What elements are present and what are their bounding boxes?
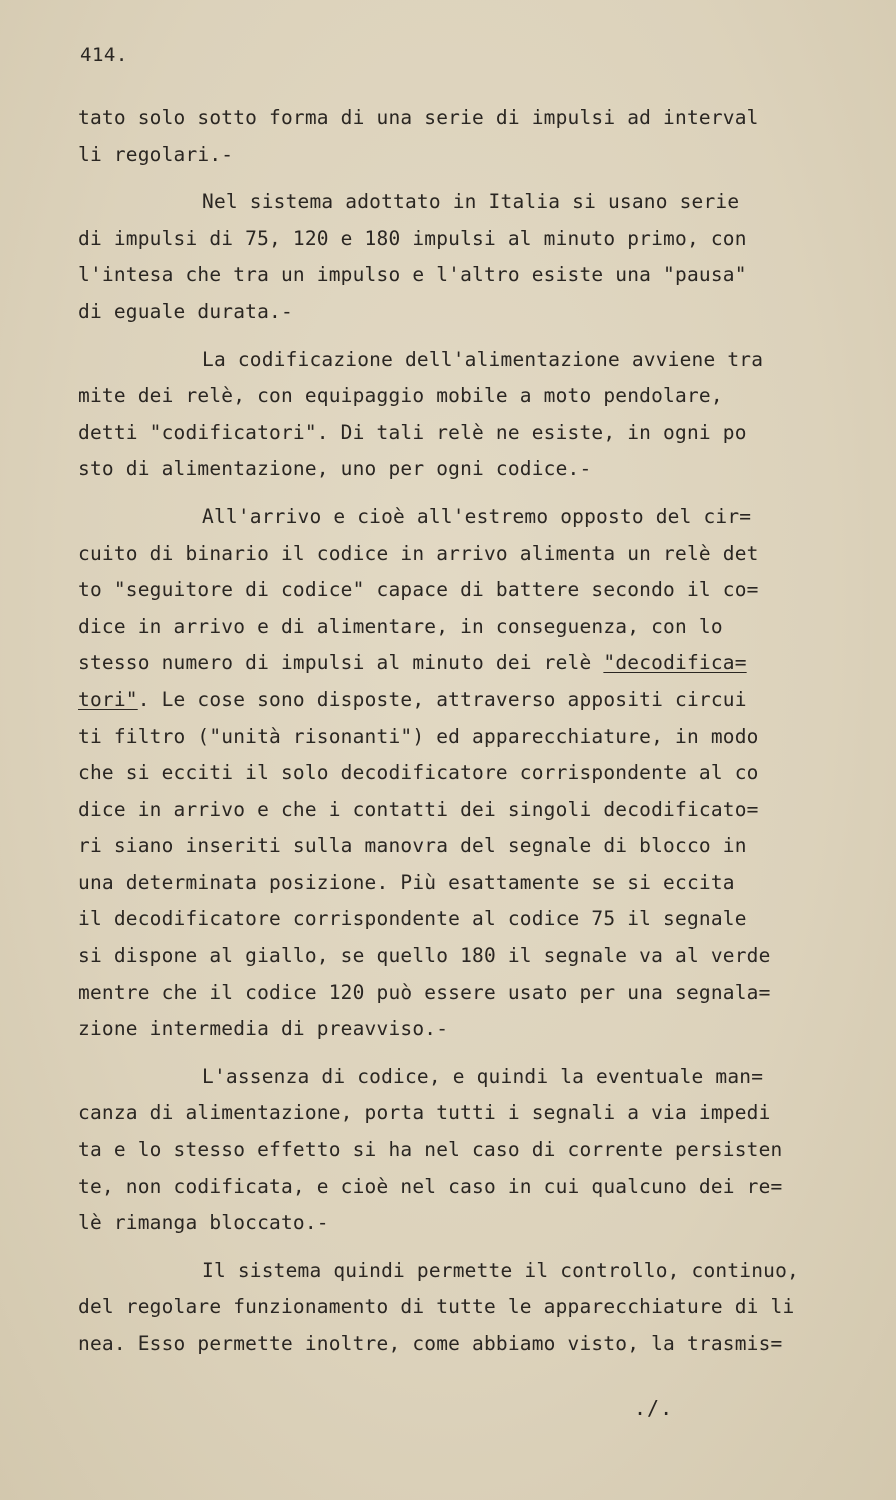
text-line: dice in arrivo e di alimentare, in conseguenza, con lo bbox=[78, 614, 723, 638]
text-line: di impulsi di 75, 120 e 180 impulsi al minuto primo, con bbox=[78, 226, 747, 250]
text-line: mite dei relè, con equipaggio mobile a moto pendolare, bbox=[78, 384, 723, 408]
text-line: dice in arrivo e che i contatti dei singoli decodificato= bbox=[78, 797, 759, 821]
text-line: stesso numero di impulsi al minuto dei relè "decodifica= bbox=[78, 651, 747, 675]
text-line: La codificazione dell'alimentazione avviene tra bbox=[202, 347, 764, 371]
text-line: sto di alimentazione, uno per ogni codice.- bbox=[78, 457, 592, 481]
text-line: ri siano inseriti sulla manovra del segnale di blocco in bbox=[78, 834, 747, 858]
text-line: Nel sistema adottato in Italia si usano serie bbox=[202, 190, 740, 214]
text-line: del regolare funzionamento di tutte le apparecchiature di li bbox=[78, 1295, 795, 1319]
underlined-term: "decodifica= bbox=[603, 651, 747, 675]
text-line: nea. Esso permette inoltre, come abbiamo visto, la trasmis= bbox=[78, 1332, 783, 1355]
text-line: si dispone al giallo, se quello 180 il segnale va al verde bbox=[78, 944, 771, 968]
text-line: di eguale durata.- bbox=[78, 299, 293, 323]
body-text bbox=[78, 100, 838, 1363]
text-line: tori". Le cose sono disposte, attraverso appositi circui bbox=[78, 687, 747, 711]
text-line: ti filtro ("unità risonanti") ed apparecchiature, in modo bbox=[78, 724, 759, 748]
text-line: detti "codificatori". Di tali relè ne esiste, in ogni po bbox=[78, 420, 747, 444]
text-line: il decodificatore corrispondente al codice 75 il segnale bbox=[78, 907, 747, 931]
text-line: che si ecciti il solo decodificatore corrispondente al co bbox=[78, 761, 759, 785]
continuation-mark: ./. bbox=[634, 1396, 674, 1420]
text-line: tato solo sotto forma di una serie di impulsi ad interval bbox=[78, 106, 759, 129]
text-line: ta e lo stesso effetto si ha nel caso di corrente persisten bbox=[78, 1138, 783, 1162]
underlined-term: tori" bbox=[78, 687, 138, 711]
text-line: zione intermedia di preavviso.- bbox=[78, 1017, 449, 1041]
text-line: to "seguitore di codice" capace di battere secondo il co= bbox=[78, 578, 759, 602]
text-line: te, non codificata, e cioè nel caso in cui qualcuno dei re= bbox=[78, 1174, 783, 1198]
text-line: cuito di binario il codice in arrivo alimenta un relè det bbox=[78, 541, 759, 565]
text-line: una determinata posizione. Più esattamente se si eccita bbox=[78, 870, 735, 894]
text-line: canza di alimentazione, porta tutti i segnali a via impedi bbox=[78, 1101, 771, 1125]
text-line: All'arrivo e cioè all'estremo opposto del cir= bbox=[202, 504, 752, 528]
text-line: Il sistema quindi permette il controllo, continuo, bbox=[202, 1258, 799, 1282]
page-number: 414. bbox=[80, 44, 128, 66]
text-line: l'intesa che tra un impulso e l'altro esiste una "pausa" bbox=[78, 263, 747, 287]
text-line: mentre che il codice 120 può essere usato per una segnala= bbox=[78, 980, 771, 1004]
text-line: li regolari.- bbox=[78, 142, 234, 166]
text-line: lè rimanga bloccato.- bbox=[78, 1211, 329, 1235]
text-line: L'assenza di codice, e quindi la eventuale man= bbox=[202, 1064, 764, 1088]
